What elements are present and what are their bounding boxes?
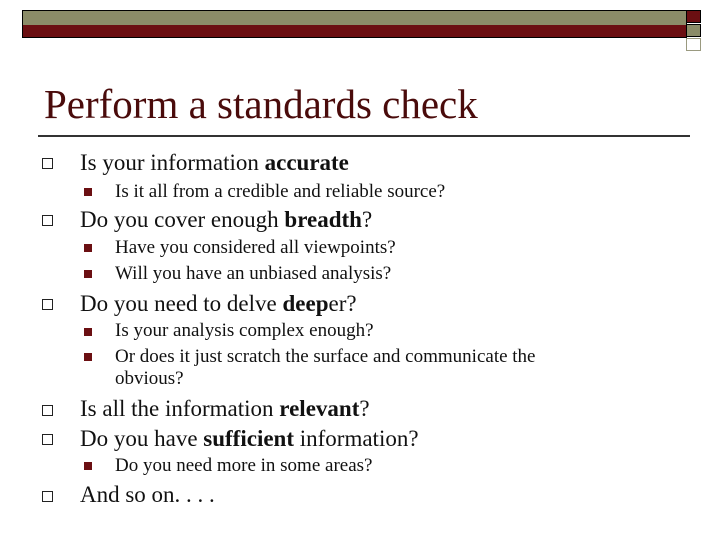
slide-title: Perform a standards check (44, 81, 478, 127)
bullet-and-so-on: And so on. . . . (80, 482, 215, 507)
subbullet-viewpoints: Have you considered all viewpoints? (115, 237, 396, 258)
filled-square-bullet-icon (84, 244, 92, 252)
hollow-square-bullet-icon (42, 434, 53, 445)
subbullet-complex-enough: Is your analysis complex enough? (115, 320, 374, 341)
filled-square-bullet-icon (84, 353, 92, 361)
bullet-breadth: Do you cover enough breadth? (80, 207, 373, 232)
corner-square-olive (686, 24, 701, 37)
corner-square-white (686, 38, 701, 51)
subbullet-credible-source: Is it all from a credible and reliable source? (115, 181, 446, 202)
bullet-relevant: Is all the information relevant? (80, 396, 370, 421)
filled-square-bullet-icon (84, 328, 92, 336)
bullet-sufficient: Do you have sufficient information? (80, 426, 419, 451)
subbullet-scratch-surface-cont: obvious? (115, 368, 184, 389)
hollow-square-bullet-icon (42, 299, 53, 310)
corner-square-maroon (686, 10, 701, 23)
top-banner (22, 10, 687, 38)
subbullet-more-areas: Do you need more in some areas? (115, 455, 373, 476)
filled-square-bullet-icon (84, 188, 92, 196)
bullet-accurate: Is your information accurate (80, 150, 349, 175)
banner-maroon-stripe (23, 25, 686, 37)
title-divider (38, 135, 690, 137)
subbullet-unbiased: Will you have an unbiased analysis? (115, 263, 392, 284)
bullet-deeper: Do you need to delve deeper? (80, 291, 357, 316)
subbullet-scratch-surface: Or does it just scratch the surface and communicate the (115, 346, 536, 367)
banner-olive-stripe (23, 11, 686, 25)
hollow-square-bullet-icon (42, 491, 53, 502)
hollow-square-bullet-icon (42, 405, 53, 416)
filled-square-bullet-icon (84, 270, 92, 278)
filled-square-bullet-icon (84, 462, 92, 470)
hollow-square-bullet-icon (42, 215, 53, 226)
hollow-square-bullet-icon (42, 158, 53, 169)
